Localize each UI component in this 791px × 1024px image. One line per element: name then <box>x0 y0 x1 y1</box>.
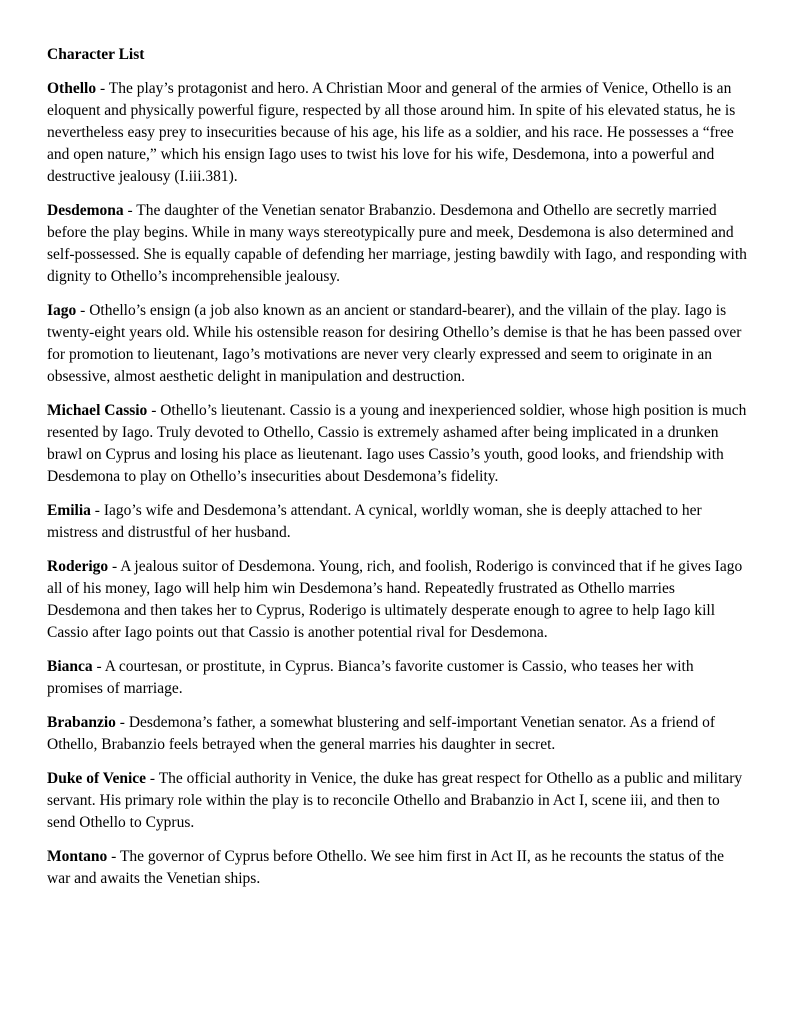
character-entry-roderigo <box>47 556 749 644</box>
character-entry-iago <box>47 300 749 388</box>
character-entry-brabanzio <box>47 712 749 756</box>
name-separator: - <box>123 202 137 219</box>
character-name: Desdemona <box>47 202 124 219</box>
character-description: The daughter of the Venetian senator Brabanzio. Desdemona and Othello are secretly married before the play begins. While in many ways stereotypically pure and meek, Desdemona is also determined and self-possessed. She is equally capable of defending her marriage, jesting bawdily with Iago, and responding with dignity to Othello’s incomprehensible jealousy. <box>47 202 747 285</box>
name-separator: - <box>108 558 121 575</box>
character-name: Brabanzio <box>47 714 116 731</box>
character-name: Bianca <box>47 658 93 675</box>
document-page <box>47 44 749 902</box>
character-name: Roderigo <box>47 558 109 575</box>
character-entry-bianca <box>47 656 749 700</box>
character-description: A courtesan, or prostitute, in Cyprus. Bianca’s favorite customer is Cassio, who teases her with promises of marriage. <box>47 658 694 697</box>
character-description: A jealous suitor of Desdemona. Young, rich, and foolish, Roderigo is convinced that if he gives Iago all of his money, Iago will help him win Desdemona’s hand. Repeatedly frustrated as Othello marries Desdemona and then takes her to Cyprus, Roderigo is ultimately desperate enough to agree to help Iago kill Cassio after Iago points out that Cassio is another potential rival for Desdemona. <box>47 558 743 641</box>
character-name: Montano <box>47 848 108 865</box>
character-name: Michael Cassio <box>47 402 148 419</box>
character-description: The governor of Cyprus before Othello. We see him first in Act II, as he recounts the status of the war and awaits the Venetian ships. <box>47 848 725 887</box>
character-description: Othello’s lieutenant. Cassio is a young and inexperienced soldier, whose high position is much resented by Iago. Truly devoted to Othello, Cassio is extremely ashamed after being implicated in a drunken brawl on Cyprus and losing his place as lieutenant. Iago uses Cassio’s youth, good looks, and friendship with Desdemona to play on Othello’s insecurities about Desdemona’s fidelity. <box>47 402 747 485</box>
character-name: Duke of Venice <box>47 770 147 787</box>
name-separator: - <box>76 302 90 319</box>
character-entry-michael-cassio <box>47 400 749 488</box>
character-description: Desdemona’s father, a somewhat blustering and self-important Venetian senator. As a friend of Othello, Brabanzio feels betrayed when the general marries his daughter in secret. <box>47 714 716 753</box>
name-separator: - <box>90 502 104 519</box>
character-description: Iago’s wife and Desdemona’s attendant. A cynical, worldly woman, she is deeply attached to her mistress and distrustful of her husband. <box>47 502 702 541</box>
name-separator: - <box>115 714 129 731</box>
character-name: Iago <box>47 302 77 319</box>
name-separator: - <box>92 658 105 675</box>
document-title: Character List <box>47 46 145 63</box>
character-entry-desdemona <box>47 200 749 288</box>
name-separator: - <box>146 770 159 787</box>
name-separator: - <box>147 402 161 419</box>
character-name: Othello <box>47 80 97 97</box>
character-name: Emilia <box>47 502 91 519</box>
character-entry-emilia <box>47 500 749 544</box>
character-entry-othello <box>47 78 749 188</box>
character-description: Othello’s ensign (a job also known as an ancient or standard-bearer), and the villain of the play. Iago is twenty-eight years old. While his ostensible reason for desiring Othello’s demise is that he has been passed over for promotion to lieutenant, Iago’s motivations are never very clearly expressed and seem to originate in an obsessive, almost aesthetic delight in manipulation and destruction. <box>47 302 742 385</box>
character-description: The official authority in Venice, the duke has great respect for Othello as a public and military servant. His primary role within the play is to reconcile Othello and Brabanzio in Act I, scene iii, and then to send Othello to Cyprus. <box>47 770 743 831</box>
character-description: The play’s protagonist and hero. A Christian Moor and general of the armies of Venice, Othello is an eloquent and physically powerful figure, respected by all those around him. In spite of his elevated status, he is nevertheless easy prey to insecurities because of his age, his life as a soldier, and his race. He possesses a “free and open nature,” which his ensign Iago uses to twist his love for his wife, Desdemona, into a powerful and destructive jealousy (I.iii.381). <box>47 80 736 185</box>
character-entry-duke-of-venice <box>47 768 749 834</box>
name-separator: - <box>107 848 120 865</box>
character-entry-montano <box>47 846 749 890</box>
name-separator: - <box>96 80 109 97</box>
